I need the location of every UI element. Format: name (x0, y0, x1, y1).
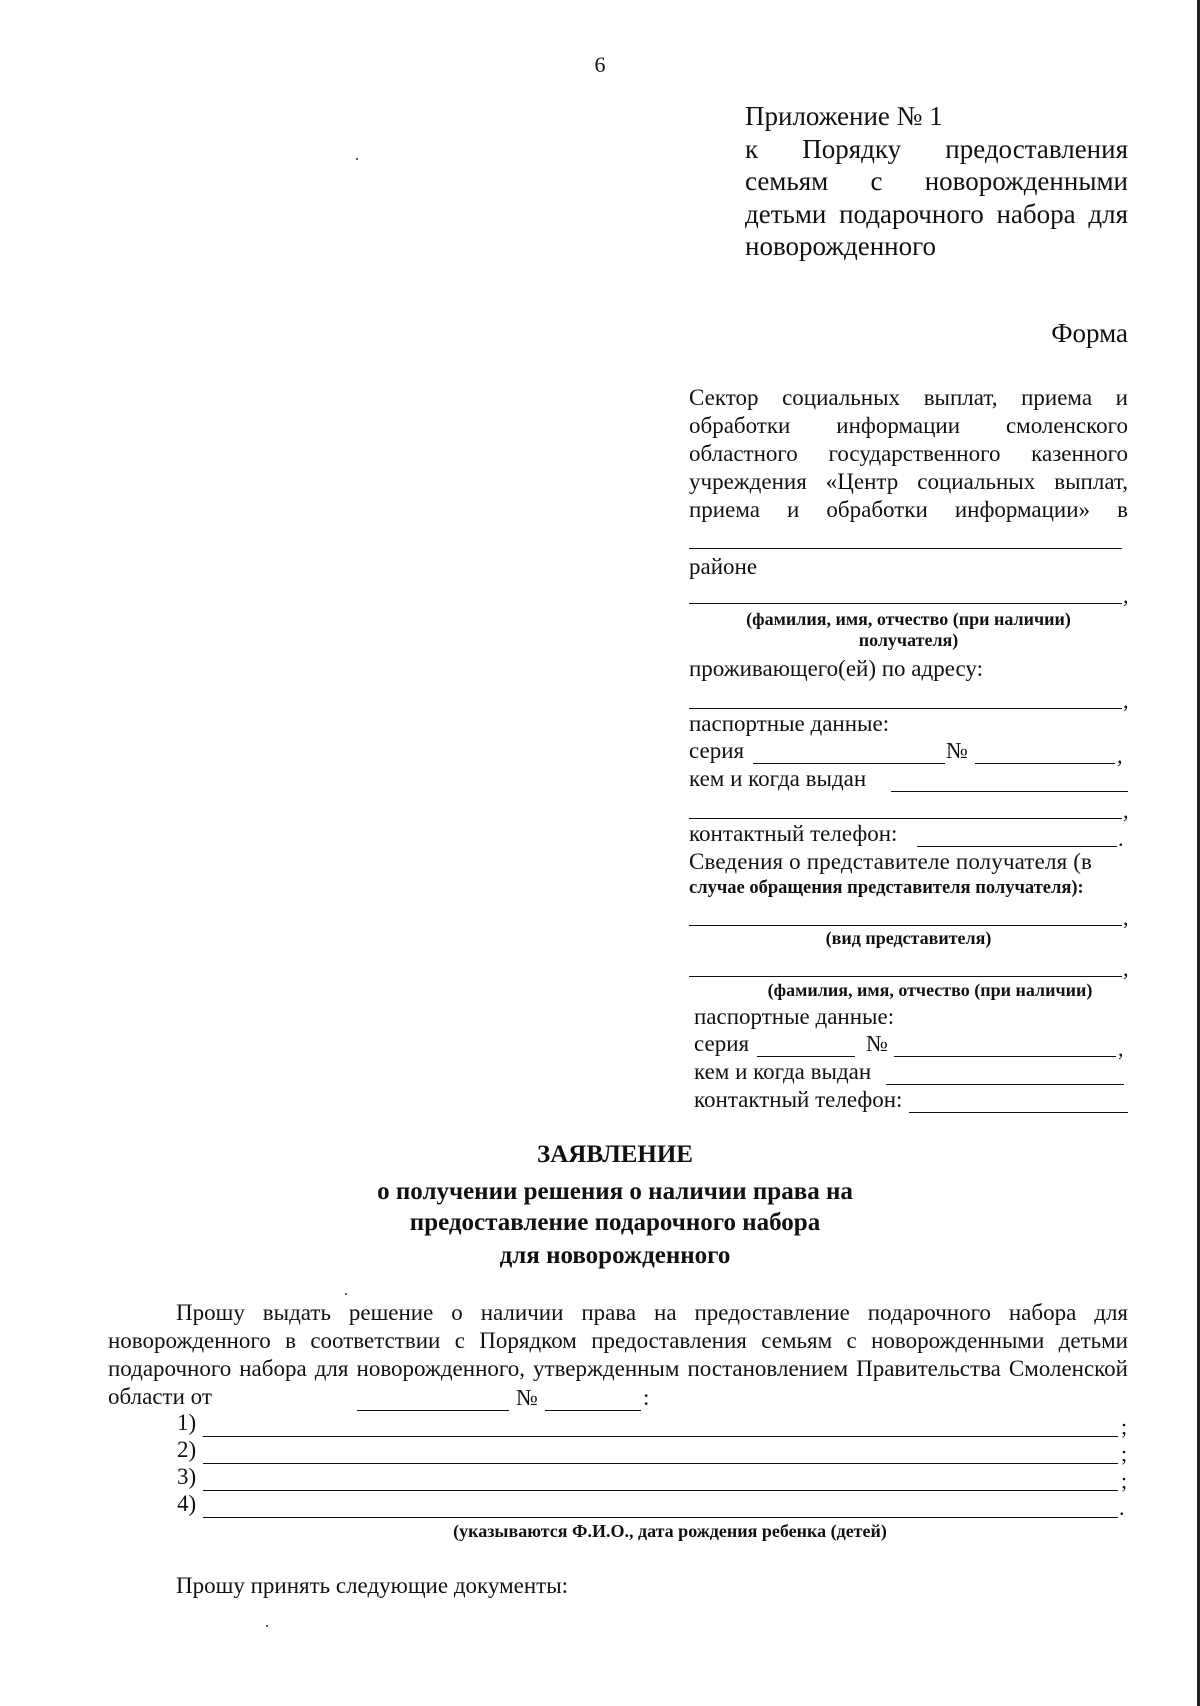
appendix-block (745, 100, 1128, 263)
child-field-2[interactable] (203, 1463, 1118, 1464)
document-subtitle: для новорожденного (499, 1242, 731, 1269)
rep-phone-field[interactable] (909, 1112, 1128, 1113)
district-field[interactable] (689, 548, 1122, 549)
semicolon: ; (1121, 1441, 1128, 1466)
phone-field[interactable] (917, 846, 1117, 847)
issued-label: кем и когда выдан (689, 766, 867, 791)
representative-fio-field[interactable] (689, 976, 1122, 977)
issued-field[interactable] (891, 791, 1128, 792)
comma: , (1117, 743, 1123, 768)
document-subtitle: предоставление подарочного набора (409, 1209, 821, 1236)
request-text: Прошу выдать решение о наличии права на предоставление подарочного набора для новорожденного в соответствии с Порядком предоставления семьям с новорожденными детьми подарочного набора для новорожденного, утвержденным постановлением Правительства Смоленской области от (108, 1300, 1128, 1409)
applicant-fio-caption: получателя) (858, 630, 959, 650)
applicant-fio-caption: (фамилия, имя, отчество (при наличии) (746, 609, 1071, 629)
document-title: ЗАЯВЛЕНИЕ (537, 1141, 693, 1168)
representative-intro: случае обращения представителя получателя): (689, 878, 1084, 898)
child-item-number: 1) (177, 1410, 197, 1435)
rep-phone-label: контактный телефон: (694, 1087, 903, 1112)
appendix-line: новорожденного (745, 231, 937, 261)
comma: , (1123, 688, 1129, 713)
children-caption: (указываются Ф.И.О., дата рождения ребенка (детей) (453, 1521, 887, 1541)
page-number: 6 (594, 52, 606, 77)
comma: , (1123, 905, 1129, 930)
scan-speck (356, 158, 358, 160)
addressee-text: Сектор социальных выплат, приема и обработки информации смоленского областного государственного казенного учреждения «Центр социальных выплат, приема и обработки информации» в (689, 385, 1128, 522)
scan-speck (266, 1625, 268, 1627)
comma: , (1123, 798, 1129, 823)
rep-number-label: № (866, 1031, 888, 1056)
representative-type-field[interactable] (689, 925, 1122, 926)
period: . (1119, 1495, 1125, 1520)
child-field-1[interactable] (203, 1436, 1118, 1437)
passport-series-field[interactable] (753, 763, 945, 764)
scan-speck (345, 1293, 347, 1295)
rep-series-label: серия (694, 1031, 750, 1056)
request-paragraph (108, 1299, 1128, 1411)
passport-label: паспортные данные: (689, 711, 890, 736)
child-item-number: 2) (177, 1437, 197, 1462)
address-field[interactable] (689, 708, 1122, 709)
rep-passport-number-field[interactable] (894, 1056, 1116, 1057)
rep-issued-label: кем и когда выдан (694, 1059, 872, 1084)
appendix-line: Приложение № 1 (745, 101, 943, 131)
resolution-date-field[interactable] (357, 1410, 509, 1411)
comma: , (1118, 1036, 1124, 1061)
document-subtitle: о получении решения о наличии права на (377, 1178, 853, 1205)
appendix-line: семьям с новорожденными (745, 166, 1128, 196)
district-label: районе (689, 554, 758, 579)
child-item-number: 3) (177, 1464, 197, 1489)
child-field-3[interactable] (203, 1490, 1118, 1491)
colon: : (643, 1385, 650, 1410)
representative-intro: Сведения о представителе получателя (в (689, 849, 1093, 874)
series-label: серия (689, 738, 745, 763)
form-label: Форма (1051, 318, 1128, 348)
comma: , (1123, 956, 1129, 981)
semicolon: ; (1121, 1468, 1128, 1493)
passport-number-field[interactable] (975, 763, 1115, 764)
representative-type-caption: (вид представителя) (825, 928, 992, 948)
rep-passport-label: паспортные данные: (694, 1004, 895, 1029)
resolution-number-label: № (516, 1385, 538, 1410)
number-label: № (946, 738, 968, 763)
child-field-4[interactable] (203, 1517, 1118, 1518)
period: . (1118, 826, 1124, 851)
phone-label: контактный телефон: (689, 821, 898, 846)
documents-label: Прошу принять следующие документы: (176, 1573, 569, 1598)
address-label: проживающего(ей) по адресу: (689, 656, 983, 681)
semicolon: ; (1121, 1414, 1128, 1439)
appendix-line: детьми подарочного набора для (745, 198, 1128, 229)
rep-passport-series-field[interactable] (757, 1056, 855, 1057)
resolution-number-field[interactable] (545, 1410, 641, 1411)
rep-issued-field[interactable] (886, 1084, 1124, 1085)
applicant-fio-field[interactable] (689, 603, 1122, 604)
child-item-number: 4) (177, 1491, 197, 1516)
appendix-line: к Порядку предоставления (745, 133, 1128, 164)
issued-field-continued[interactable] (689, 818, 1122, 819)
comma: , (1123, 583, 1129, 608)
representative-fio-caption: (фамилия, имя, отчество (при наличии) (767, 980, 1093, 1000)
